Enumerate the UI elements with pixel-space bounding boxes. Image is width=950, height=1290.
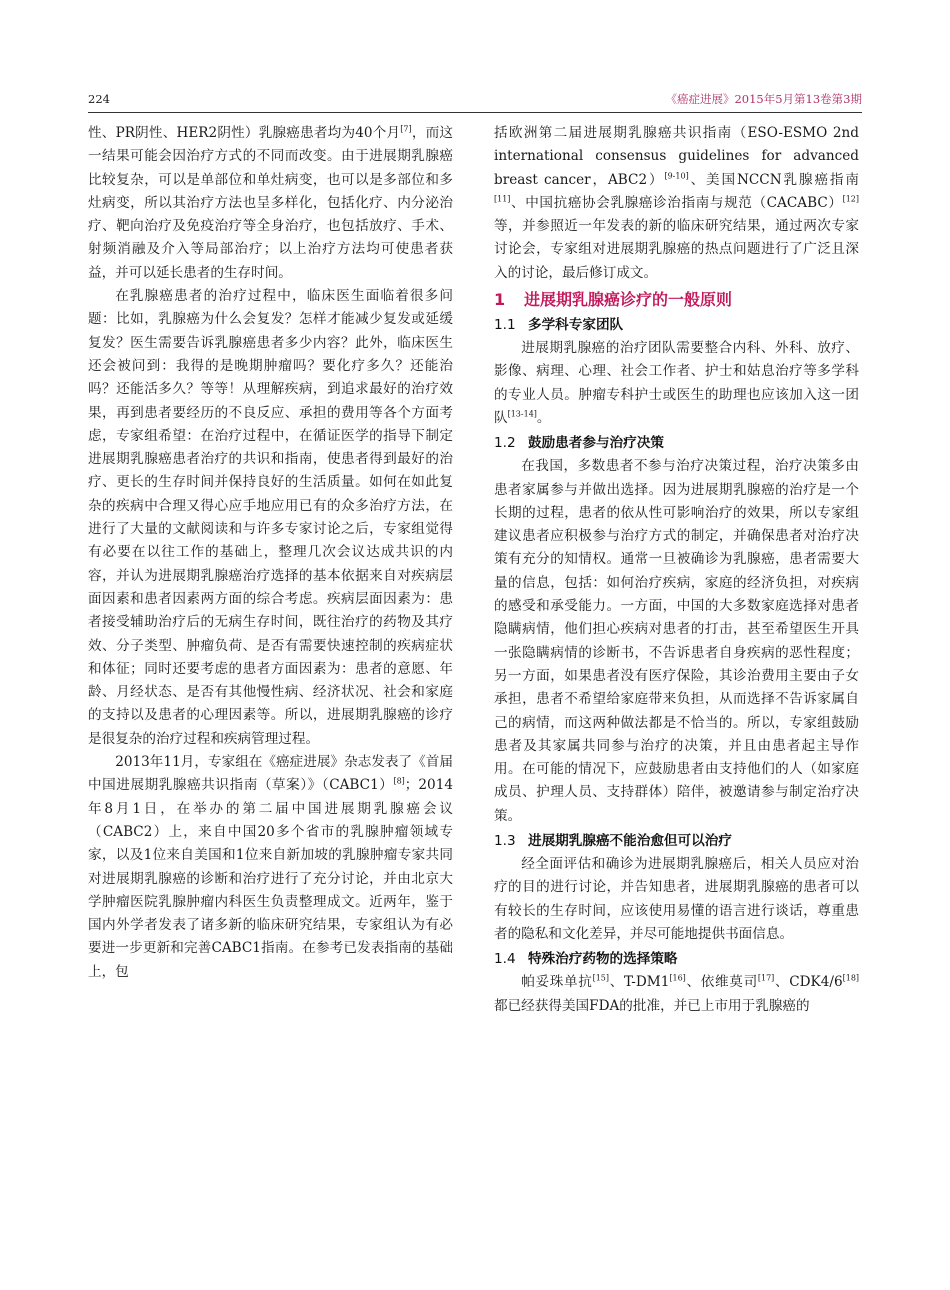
citation-ref: [9-10] xyxy=(664,171,689,181)
subsection-heading-1-2: 1.2 鼓励患者参与治疗决策 xyxy=(494,435,664,452)
paragraph-continuation: 性、PR阴性、HER2阴性）乳腺癌患者均为40个月[7]，而这一结果可能会因治疗方式的不同而改变。由于进展期乳腺癌比较复杂，可以是单部位和单灶病变，也可以是多部位和多灶病变，所以其治疗方法也呈多样化，包括化疗、内分泌治疗、靶向治疗及免疫治疗等全身治疗，也包括放疗、手术、射频消融及介入等局部治疗；以上治疗方法均可使患者获益，并可以延长患者的生存时间。 xyxy=(88,124,454,281)
paragraph-special-drugs: 帕妥珠单抗[15]、T-DM1[16]、依维莫司[17]、CDK4/6[18]都已经获得美国FDA的批准，并已上市用于乳腺癌的 xyxy=(494,973,860,1014)
paragraph-clinical-questions: 在乳腺癌患者的治疗过程中，临床医生面临着很多问题：比如，乳腺癌为什么会复发？怎样才能减少复发或延缓复发？医生需要告诉乳腺癌患者多少内容？此外，临床医生还会被问到：我得的是晚期肿瘤吗？要化疗多久？还能治吗？还能活多久？等等！从理解疾病，到追求最好的治疗效果，再到患者要经历的不良反应、承担的费用等各个方面考虑，专家组希望：在治疗过程中，在循证医学的指导下制定进展期乳腺癌患者治疗的共识和指南，使患者得到最好的治疗、更长的生存时间并保持良好的生活质量。如何在如此复杂的疾病中合理又得心应手地应用已有的众多治疗方法，在进行了大量的文献阅读和与许多专家讨论之后，专家组觉得有必要在以往工作的基础上，整理几次会议达成共识的内容，并认为进展期乳腺癌治疗选择的基本依据来自对疾病层面因素和患者因素两方面的综合考虑。疾病层面因素为：患者接受辅助治疗后的无病生存时间，既往治疗的药物及其疗效、分子类型、肿瘤负荷、是否有需要快速控制的疾病症状和体征；同时还要考虑的患者方面因素为：患者的意愿、年龄、月经状态、是否有其他慢性病、经济状况、社会和家庭的支持以及患者的心理因素等。所以，进展期乳腺癌的诊疗是很复杂的治疗过程和疾病管理过程。 xyxy=(88,288,453,747)
citation-ref: [15] xyxy=(592,973,610,983)
running-header xyxy=(88,90,862,113)
subsection-heading-1-1: 1.1 多学科专家团队 xyxy=(494,317,624,334)
right-column xyxy=(494,122,859,1018)
subsection-heading-1-4: 1.4 特殊治疗药物的选择策略 xyxy=(494,951,678,968)
paragraph-guideline-sources: 括欧洲第二届进展期乳腺癌共识指南（ESO-ESMO 2nd international consensus guidelines for advanced breast cancer，ABC2）[9-10]、美国NCCN乳腺癌指南[11]、中国抗癌协会乳腺癌诊治指南与规范（CACABC）[12]等，并参照近一年发表的新的临床研究结果，通过两次专家讨论会，专家组对进展期乳腺癌的热点问题进行了广泛且深入的讨论，最后修订成文。 xyxy=(494,125,859,281)
citation-ref: [12] xyxy=(842,194,859,204)
paragraph-mdt: 进展期乳腺癌的治疗团队需要整合内科、外科、放疗、影像、病理、心理、社会工作者、护士和姑息治疗等多学科的专业人员。肿瘤专科护士或医生的助理也应该加入这一团队[13-14]。 xyxy=(494,340,859,426)
citation-ref: [13-14] xyxy=(507,409,537,419)
paragraph-guideline-history: 2013年11月，专家组在《癌症进展》杂志发表了《首届中国进展期乳腺癌共识指南（草案）》（CABC1）[8]；2014年8月1日，在举办的第二届中国进展期乳腺癌会议（CABC2）上，来自中国20多个省市的乳腺肿瘤领域专家，以及1位来自美国和1位来自新加坡的乳腺肿瘤专家共同对进展期乳腺癌的诊断和治疗进行了充分讨论，并由北京大学肿瘤医院乳腺肿瘤内科医生负责整理成文。近两年，鉴于国内外学者发表了诸多新的临床研究结果，专家组认为有必要进一步更新和完善CABC1指南。在参考已发表指南的基础上，包 xyxy=(88,754,453,980)
left-column xyxy=(88,122,453,984)
section-heading-1: 1 进展期乳腺癌诊疗的一般原则 xyxy=(494,290,733,310)
journal-citation: 《癌症进展》2015年5月第13卷第3期 xyxy=(665,92,862,106)
citation-ref: [17] xyxy=(757,973,775,983)
paragraph-not-curable: 经全面评估和确诊为进展期乳腺癌后，相关人员应对治疗的目的进行讨论，并告知患者，进展期乳腺癌的患者可以有较长的生存时间，应该使用易懂的语言进行谈话，尊重患者的隐私和文化差异，并尽可能地提供书面信息。 xyxy=(494,856,859,942)
citation-ref: [11] xyxy=(494,194,511,204)
citation-ref: [7] xyxy=(400,124,412,134)
citation-ref: [16] xyxy=(669,973,686,983)
citation-ref: [8] xyxy=(393,776,405,786)
citation-ref: [18] xyxy=(842,973,860,983)
subsection-heading-1-3: 1.3 进展期乳腺癌不能治愈但可以治疗 xyxy=(494,833,732,850)
paragraph-patient-decision: 在我国，多数患者不参与治疗决策过程，治疗决策多由患者家属参与并做出选择。因为进展期乳腺癌的治疗是一个长期的过程，患者的依从性可影响治疗的效果，所以专家组建议患者应积极参与治疗方式的制定，并确保患者对治疗决策有充分的知情权。通常一旦被确诊为乳腺癌，患者需要大量的信息，包括：如何治疗疾病，家庭的经济负担，对疾病的感受和承受能力。一方面，中国的大多数家庭选择对患者隐瞒病情，他们担心疾病对患者的打击，甚至希望医生开具一张隐瞒病情的诊断书，不告诉患者自身疾病的恶性程度；另一方面，如果患者没有医疗保险，其诊治费用主要由子女承担，患者不希望给家庭带来负担，从而选择不告诉家属自己的病情，而这两种做法都是不恰当的。所以，专家组鼓励患者及其家属共同参与治疗的决策，并且由患者起主导作用。在可能的情况下，应鼓励患者由支持他们的人（如家庭成员、护理人员、支持群体）陪伴，被邀请参与制定治疗决策。 xyxy=(494,458,859,824)
page-number: 224 xyxy=(88,92,110,106)
